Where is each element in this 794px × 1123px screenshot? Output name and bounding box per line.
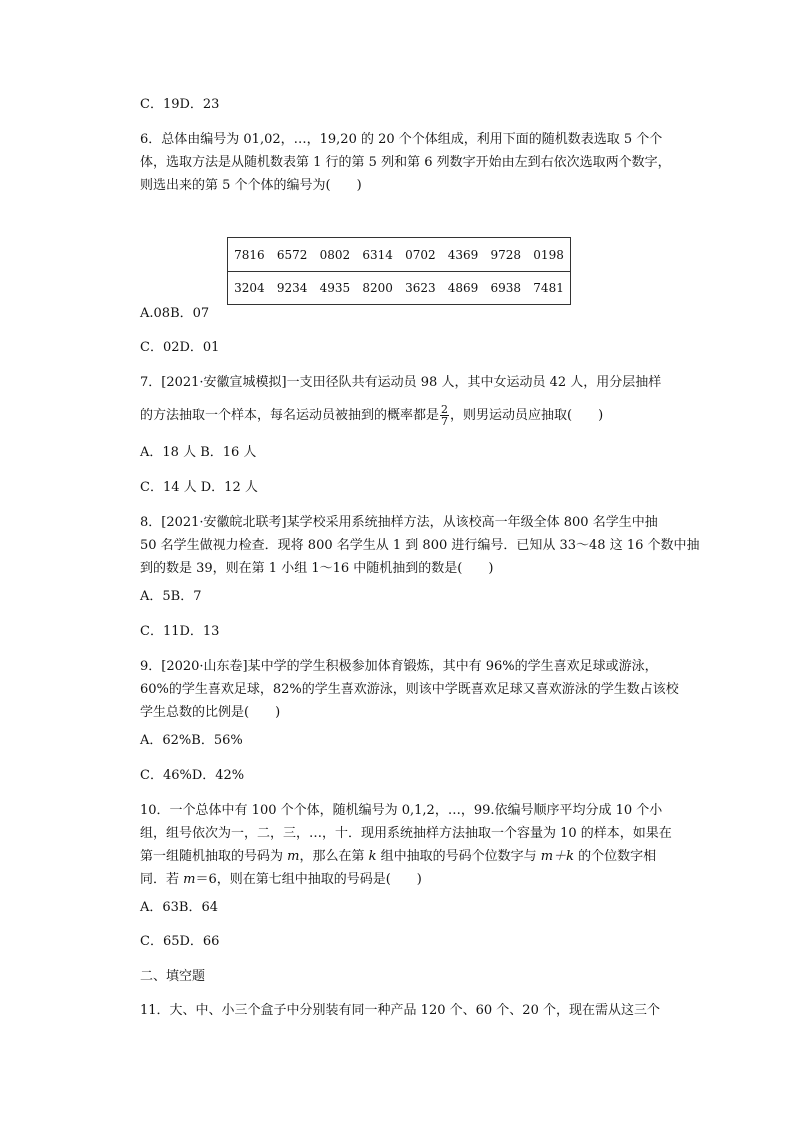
q10-line-3 [140,847,656,867]
q11-line-1: 11．大、中、小三个盒子中分别装有同一种产品 120 个、60 个、20 个，现在需从这三个 [140,1003,660,1018]
table-cell: 7481 [533,281,564,295]
q6-options-cd: C．02D．01 [140,340,220,355]
q10-line-1: 10．一个总体中有 100 个个体，随机编号为 0,1,2，…，99.依编号顺序平均分成 10 个小 [140,803,663,818]
table-row [228,272,571,305]
q10-options-ab: A．63B．64 [140,900,219,915]
expression-m-plus-k: m＋k [540,849,574,864]
q10-line-4 [140,870,422,890]
table-cell: 9728 [484,238,527,272]
q8-options-cd: C．11D．13 [140,624,220,639]
text-run: 组中抽取的号码个位数字与 [376,849,541,864]
q9-line-3: 学生总数的比例是( ) [140,705,281,720]
q7-line-2-text: 的方法抽取一个样本，每名运动员被抽到的概率都是 [140,408,440,423]
q9-options-ab: A．62%B．56% [140,733,243,748]
table-cell: 3623 [405,281,436,295]
text-run: ＝6，则在第七组中抽取的号码是( ) [195,872,422,887]
table-cell: 6572 [271,238,314,272]
random-number-table [227,237,571,305]
table-cell: 6314 [356,238,399,272]
table-cell: 6938 [490,281,522,295]
q8-line-3: 到的数是 39，则在第 1 小组 1～16 中随机抽到的数是( ) [140,561,494,576]
table-cell: 7816 [228,238,271,272]
fraction-denominator: 7 [441,415,449,428]
q8-line-1: 8．[2021·安徽皖北联考]某学校采用系统抽样方法，从该校高一年级全体 800 名学生中抽 [140,515,658,530]
q10-line-2: 组，组号依次为一，二，三，…，十．现用系统抽样方法抽取一个容量为 10 的样本，如果在 [140,826,672,841]
q9-options-cd: C．46%D．42% [140,768,245,783]
fraction [440,404,449,427]
q6-line-3: 则选出来的第 5 个个体的编号为( ) [140,178,362,193]
q7-options-ab: A．18 人 B．16 人 [140,445,257,460]
variable-m: m [183,872,196,887]
q6-options-ab: A.08B．07 [140,306,210,321]
table-cell: 0198 [527,238,570,272]
variable-k: k [368,849,377,864]
q8-line-2: 50 名学生做视力检查．现将 800 名学生从 1 到 800 进行编号．已知从 33～48 这 16 个数中抽 [140,538,700,553]
q9-line-2: 60%的学生喜欢足球，82%的学生喜欢游泳，则该中学既喜欢足球又喜欢游泳的学生数占该校 [140,682,679,697]
q5-options-cd: C．19D．23 [140,97,220,112]
q6-line-2: 体，选取方法是从随机数表第 1 行的第 5 列和第 6 列数字开始由左到右依次选取两个数字， [140,155,671,170]
section-heading: 二、填空题 [140,969,206,984]
table-row [228,238,571,272]
text-run: 第一组随机抽取的号码为 [140,849,288,864]
q9-line-1: 9．[2020·山东卷]某中学的学生积极参加体育锻炼，其中有 96%的学生喜欢足球或游泳， [140,659,658,674]
q7-line-2 [140,404,603,427]
table-cell: 4935 [319,281,351,295]
q7-options-cd: C．14 人 D．12 人 [140,480,258,495]
text-run: 的个位数字相 [573,849,657,864]
q7-line-1: 7．[2021·安徽宣城模拟]一支田径队共有运动员 98 人，其中女运动员 42 人，用分层抽样 [140,375,662,390]
table-cell: 0802 [314,238,357,272]
text-run: 同．若 [140,872,184,887]
text-run: ，那么在第 [299,849,369,864]
q10-options-cd: C．65D．66 [140,934,220,949]
table-cell: 9234 [276,281,308,295]
q7-line-2-tail: ，则男运动员应抽取( ) [450,408,604,423]
fraction-numerator: 2 [441,403,449,416]
table-cell: 4369 [442,238,485,272]
q8-options-ab: A．5B．7 [140,589,202,604]
table-cell: 4869 [447,281,479,295]
table-cell: 8200 [362,281,393,295]
q6-line-1: 6．总体由编号为 01,02，…，19,20 的 20 个个体组成，利用下面的随机数表选取 5 个个 [140,132,663,147]
variable-m: m [287,849,300,864]
table-cell: 3204 [234,281,265,295]
table-cell: 0702 [399,238,442,272]
